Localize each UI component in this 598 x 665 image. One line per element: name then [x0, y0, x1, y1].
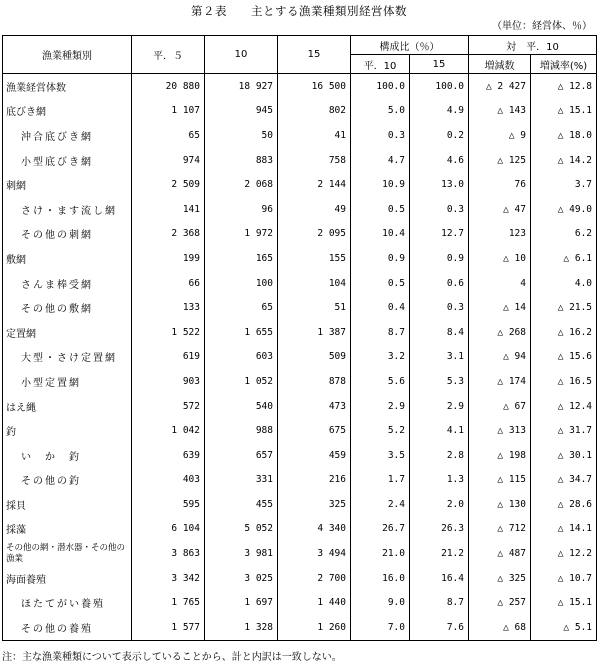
- row-label: 敷網: [3, 246, 132, 271]
- cell-chg: △ 68: [469, 615, 531, 640]
- cell-rate: △ 5.1: [531, 615, 597, 640]
- table-row: [3, 566, 597, 591]
- cell-h10: 3 025: [205, 566, 278, 591]
- row-label: ほたてがい養殖: [3, 590, 132, 615]
- cell-r15: 13.0: [410, 172, 469, 197]
- table-row: [3, 197, 597, 222]
- cell-r15: 7.6: [410, 615, 469, 640]
- cell-h15: 473: [278, 394, 351, 419]
- cell-rate: 3.7: [531, 172, 597, 197]
- cell-h15: 49: [278, 197, 351, 222]
- cell-h15: 1 387: [278, 320, 351, 345]
- header-vs: 対 平．10: [469, 36, 597, 55]
- cell-rate: △ 12.8: [531, 74, 597, 99]
- cell-h10: 100: [205, 271, 278, 296]
- table-row: [3, 320, 597, 345]
- cell-h15: 4 340: [278, 517, 351, 542]
- cell-rate: △ 6.1: [531, 246, 597, 271]
- cell-r10: 1.7: [351, 468, 410, 493]
- cell-h15: 802: [278, 99, 351, 124]
- cell-h5: 3 342: [132, 566, 205, 591]
- cell-h10: 883: [205, 148, 278, 173]
- row-label: その他の敷網: [3, 295, 132, 320]
- cell-rate: △ 49.0: [531, 197, 597, 222]
- cell-rate: △ 21.5: [531, 295, 597, 320]
- table-row: [3, 172, 597, 197]
- cell-h15: 41: [278, 123, 351, 148]
- cell-h5: 1 522: [132, 320, 205, 345]
- cell-rate: △ 16.5: [531, 369, 597, 394]
- cell-chg: △ 325: [469, 566, 531, 591]
- table-row: [3, 246, 597, 271]
- cell-h5: 903: [132, 369, 205, 394]
- row-label: 採貝: [3, 492, 132, 517]
- table-row: [3, 590, 597, 615]
- cell-h15: 675: [278, 418, 351, 443]
- cell-r15: 0.6: [410, 271, 469, 296]
- cell-r15: 2.9: [410, 394, 469, 419]
- cell-chg: △ 125: [469, 148, 531, 173]
- row-label: 小型底びき網: [3, 148, 132, 173]
- cell-h10: 1 052: [205, 369, 278, 394]
- header-change: 増減数: [469, 55, 531, 74]
- cell-r15: 0.2: [410, 123, 469, 148]
- row-label: 大型・さけ定置網: [3, 345, 132, 370]
- table-row: [3, 418, 597, 443]
- header-h5: 平．５: [132, 36, 205, 74]
- cell-h10: 331: [205, 468, 278, 493]
- row-label: 定置網: [3, 320, 132, 345]
- table-row: [3, 492, 597, 517]
- cell-h15: 325: [278, 492, 351, 517]
- header-rate: 増減率(%): [531, 55, 597, 74]
- cell-r10: 9.0: [351, 590, 410, 615]
- cell-rate: △ 34.7: [531, 468, 597, 493]
- cell-rate: △ 14.2: [531, 148, 597, 173]
- cell-r10: 2.9: [351, 394, 410, 419]
- cell-h5: 619: [132, 345, 205, 370]
- cell-r15: 5.3: [410, 369, 469, 394]
- cell-rate: △ 31.7: [531, 418, 597, 443]
- cell-h5: 595: [132, 492, 205, 517]
- cell-h10: 2 068: [205, 172, 278, 197]
- cell-r10: 7.0: [351, 615, 410, 640]
- cell-h15: 216: [278, 468, 351, 493]
- row-label: 底びき網: [3, 99, 132, 124]
- cell-h15: 104: [278, 271, 351, 296]
- table-title: 第２表 主とする漁業種類別経営体数: [191, 4, 407, 18]
- cell-chg: △ 487: [469, 541, 531, 566]
- cell-h10: 1 328: [205, 615, 278, 640]
- cell-h5: 6 104: [132, 517, 205, 542]
- cell-h5: 2 509: [132, 172, 205, 197]
- table-row: [3, 394, 597, 419]
- header-category: 漁業種類別: [3, 36, 132, 74]
- cell-r10: 2.4: [351, 492, 410, 517]
- cell-h10: 1 655: [205, 320, 278, 345]
- cell-r10: 0.5: [351, 271, 410, 296]
- table-row: [3, 615, 597, 640]
- cell-h10: 988: [205, 418, 278, 443]
- cell-r10: 0.4: [351, 295, 410, 320]
- cell-h15: 1 260: [278, 615, 351, 640]
- cell-h5: 1 577: [132, 615, 205, 640]
- cell-r10: 100.0: [351, 74, 410, 99]
- cell-h5: 20 880: [132, 74, 205, 99]
- table-row: [3, 295, 597, 320]
- cell-r15: 12.7: [410, 222, 469, 247]
- cell-h5: 65: [132, 123, 205, 148]
- cell-rate: △ 15.1: [531, 590, 597, 615]
- cell-r15: 0.3: [410, 197, 469, 222]
- cell-h15: 3 494: [278, 541, 351, 566]
- table-row: [3, 517, 597, 542]
- row-label: さけ・ます流し網: [3, 197, 132, 222]
- cell-h15: 2 700: [278, 566, 351, 591]
- cell-r15: 4.1: [410, 418, 469, 443]
- cell-r15: 8.4: [410, 320, 469, 345]
- cell-h5: 1 765: [132, 590, 205, 615]
- cell-chg: 76: [469, 172, 531, 197]
- cell-r15: 1.3: [410, 468, 469, 493]
- cell-chg: △ 94: [469, 345, 531, 370]
- cell-chg: △ 130: [469, 492, 531, 517]
- row-label: その他の養殖: [3, 615, 132, 640]
- cell-chg: 4: [469, 271, 531, 296]
- table-row: [3, 443, 597, 468]
- header-ratio-15: 15: [410, 55, 469, 74]
- cell-h5: 974: [132, 148, 205, 173]
- cell-h10: 50: [205, 123, 278, 148]
- cell-rate: △ 16.2: [531, 320, 597, 345]
- cell-rate: △ 15.6: [531, 345, 597, 370]
- cell-chg: △ 268: [469, 320, 531, 345]
- row-label: 刺網: [3, 172, 132, 197]
- header-h10: 10: [205, 36, 278, 74]
- cell-h15: 2 144: [278, 172, 351, 197]
- cell-r10: 21.0: [351, 541, 410, 566]
- cell-r10: 10.4: [351, 222, 410, 247]
- cell-h15: 509: [278, 345, 351, 370]
- cell-rate: △ 28.6: [531, 492, 597, 517]
- cell-r10: 0.9: [351, 246, 410, 271]
- footnote: 注：主な漁業種類について表示していることから、計と内訳は一致しない。: [2, 652, 342, 663]
- cell-h5: 1 042: [132, 418, 205, 443]
- cell-rate: △ 10.7: [531, 566, 597, 591]
- cell-r15: 4.9: [410, 99, 469, 124]
- cell-r15: 3.1: [410, 345, 469, 370]
- cell-h5: 403: [132, 468, 205, 493]
- cell-r10: 26.7: [351, 517, 410, 542]
- row-label: はえ縄: [3, 394, 132, 419]
- cell-r15: 21.2: [410, 541, 469, 566]
- cell-h15: 155: [278, 246, 351, 271]
- table-row: [3, 468, 597, 493]
- cell-r10: 5.0: [351, 99, 410, 124]
- cell-chg: △ 115: [469, 468, 531, 493]
- cell-h10: 3 981: [205, 541, 278, 566]
- table-body: [3, 74, 597, 641]
- cell-r10: 10.9: [351, 172, 410, 197]
- cell-h15: 1 440: [278, 590, 351, 615]
- cell-r15: 4.6: [410, 148, 469, 173]
- cell-rate: △ 30.1: [531, 443, 597, 468]
- cell-h15: 459: [278, 443, 351, 468]
- cell-chg: △ 313: [469, 418, 531, 443]
- row-label: その他の網・潜水器・その他の漁業: [3, 541, 132, 566]
- cell-chg: △ 10: [469, 246, 531, 271]
- cell-h5: 3 863: [132, 541, 205, 566]
- row-label: さんま棒受網: [3, 271, 132, 296]
- cell-h5: 1 107: [132, 99, 205, 124]
- row-label: 採藻: [3, 517, 132, 542]
- cell-r15: 0.3: [410, 295, 469, 320]
- table-row: [3, 222, 597, 247]
- cell-r10: 3.5: [351, 443, 410, 468]
- cell-h10: 1 972: [205, 222, 278, 247]
- cell-h5: 141: [132, 197, 205, 222]
- cell-h15: 758: [278, 148, 351, 173]
- cell-h5: 572: [132, 394, 205, 419]
- table-row: [3, 148, 597, 173]
- cell-h5: 639: [132, 443, 205, 468]
- cell-h10: 540: [205, 394, 278, 419]
- table-row: [3, 99, 597, 124]
- cell-r15: 8.7: [410, 590, 469, 615]
- cell-h5: 66: [132, 271, 205, 296]
- cell-h5: 199: [132, 246, 205, 271]
- unit-label: （単位：経営体、％）: [492, 21, 592, 32]
- row-label: その他の刺網: [3, 222, 132, 247]
- cell-h10: 1 697: [205, 590, 278, 615]
- table-row: [3, 541, 597, 566]
- cell-h15: 2 095: [278, 222, 351, 247]
- table-row: [3, 271, 597, 296]
- cell-h10: 603: [205, 345, 278, 370]
- cell-h10: 165: [205, 246, 278, 271]
- cell-rate: △ 14.1: [531, 517, 597, 542]
- cell-chg: △ 143: [469, 99, 531, 124]
- cell-r15: 0.9: [410, 246, 469, 271]
- row-label: 沖合底びき網: [3, 123, 132, 148]
- cell-r10: 5.6: [351, 369, 410, 394]
- cell-chg: △ 9: [469, 123, 531, 148]
- cell-chg: 123: [469, 222, 531, 247]
- cell-h10: 96: [205, 197, 278, 222]
- cell-h10: 65: [205, 295, 278, 320]
- header-ratio-h10: 平．10: [351, 55, 410, 74]
- cell-h5: 133: [132, 295, 205, 320]
- table-row: [3, 123, 597, 148]
- cell-chg: △ 174: [469, 369, 531, 394]
- table-row: [3, 345, 597, 370]
- cell-r15: 2.8: [410, 443, 469, 468]
- cell-chg: △ 198: [469, 443, 531, 468]
- cell-rate: △ 18.0: [531, 123, 597, 148]
- cell-chg: △ 257: [469, 590, 531, 615]
- cell-h15: 878: [278, 369, 351, 394]
- fishery-table: [2, 35, 597, 641]
- cell-chg: △ 47: [469, 197, 531, 222]
- cell-r15: 26.3: [410, 517, 469, 542]
- cell-rate: 6.2: [531, 222, 597, 247]
- table-row: [3, 369, 597, 394]
- header-ratio: 構成比（％）: [351, 36, 469, 55]
- cell-chg: △ 67: [469, 394, 531, 419]
- cell-h15: 51: [278, 295, 351, 320]
- row-label: その他の釣: [3, 468, 132, 493]
- cell-h10: 18 927: [205, 74, 278, 99]
- cell-r15: 16.4: [410, 566, 469, 591]
- cell-h15: 16 500: [278, 74, 351, 99]
- cell-h10: 455: [205, 492, 278, 517]
- row-label: 海面養殖: [3, 566, 132, 591]
- cell-chg: △ 712: [469, 517, 531, 542]
- table-row: [3, 74, 597, 99]
- cell-r10: 0.3: [351, 123, 410, 148]
- cell-r10: 0.5: [351, 197, 410, 222]
- row-label: 漁業経営体数: [3, 74, 132, 99]
- cell-h5: 2 368: [132, 222, 205, 247]
- cell-r15: 100.0: [410, 74, 469, 99]
- cell-rate: △ 15.1: [531, 99, 597, 124]
- cell-chg: △ 2 427: [469, 74, 531, 99]
- cell-h10: 945: [205, 99, 278, 124]
- cell-h10: 5 052: [205, 517, 278, 542]
- cell-rate: △ 12.4: [531, 394, 597, 419]
- cell-r10: 3.2: [351, 345, 410, 370]
- cell-r10: 8.7: [351, 320, 410, 345]
- cell-h10: 657: [205, 443, 278, 468]
- cell-r10: 5.2: [351, 418, 410, 443]
- row-label: い か 釣: [3, 443, 132, 468]
- row-label: 釣: [3, 418, 132, 443]
- cell-r10: 16.0: [351, 566, 410, 591]
- row-label: 小型定置網: [3, 369, 132, 394]
- cell-r15: 2.0: [410, 492, 469, 517]
- header-h15: 15: [278, 36, 351, 74]
- cell-r10: 4.7: [351, 148, 410, 173]
- cell-rate: △ 12.2: [531, 541, 597, 566]
- cell-rate: 4.0: [531, 271, 597, 296]
- cell-chg: △ 14: [469, 295, 531, 320]
